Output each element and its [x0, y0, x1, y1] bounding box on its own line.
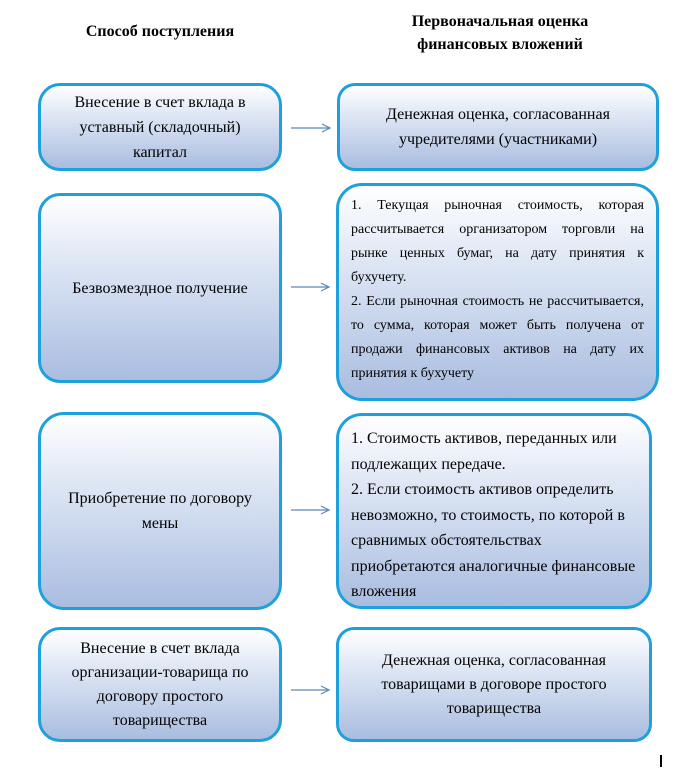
column-header-method-text: Способ поступления	[85, 23, 235, 40]
arrow-row-4	[291, 686, 329, 694]
method-text-line: Безвозмездное получение	[72, 279, 248, 297]
method-box-free-receipt	[38, 193, 282, 383]
valuation-text-line: Денежная оценка, согласованная	[386, 106, 610, 123]
column-header-valuation-line1: Первоначальная оценка	[411, 13, 589, 30]
valuation-paragraph-2: 2. Если рыночная стоимость не рассчитывается, то сумма, которая может быть получена от продажи финансовых активов на дату их принятия к бухучету	[351, 294, 644, 381]
text-cursor-mark	[660, 755, 662, 767]
column-header-valuation	[330, 10, 670, 56]
valuation-text-line: товарищами в договоре простого	[381, 675, 607, 693]
arrow-row-3	[291, 506, 329, 514]
method-text-line: мены	[141, 515, 179, 532]
method-text-line: Внесение в счет вклада	[80, 639, 240, 657]
column-header-method	[40, 20, 280, 43]
method-text-line: Приобретение по договору	[68, 490, 252, 507]
arrow-row-1	[291, 124, 330, 132]
arrow-row-2	[291, 283, 329, 291]
valuation-box-founders-agreed	[337, 83, 659, 171]
method-box-exchange-contract	[38, 412, 282, 610]
method-text-line: капитал	[133, 143, 187, 161]
valuation-paragraph-1: 1. Стоимость активов, переданных или подлежащих передаче.	[351, 430, 617, 473]
method-text-line: товарищества	[112, 711, 208, 729]
valuation-text-line: учредителями (участниками)	[398, 131, 598, 148]
valuation-box-transferred-assets	[336, 413, 652, 609]
method-box-contribution-charter-capital	[38, 83, 282, 171]
method-text-line: уставный (складочный)	[79, 118, 241, 136]
method-text-line: договору простого	[96, 687, 224, 705]
valuation-paragraph-1: 1. Текущая рыночная стоимость, которая рассчитывается организатором торговли на рынке ценных бумаг, на дату принятия к бухучету.	[351, 198, 644, 285]
method-box-simple-partnership	[38, 627, 282, 742]
valuation-text-line: товарищества	[446, 699, 542, 717]
method-text-line: организации-товарища по	[71, 663, 249, 681]
valuation-paragraph-2: 2. Если стоимость активов определить невозможно, то стоимость, по которой в сравнимых обстоятельствах приобретаются аналогичные финансовые вложения	[351, 481, 636, 600]
valuation-text-line: Денежная оценка, согласованная	[382, 651, 606, 669]
column-header-valuation-line2: финансовых вложений	[417, 36, 583, 53]
valuation-box-market-value	[336, 183, 659, 401]
method-text-line: Внесение в счет вклада в	[74, 93, 246, 111]
valuation-box-partners-agreed	[336, 627, 652, 742]
